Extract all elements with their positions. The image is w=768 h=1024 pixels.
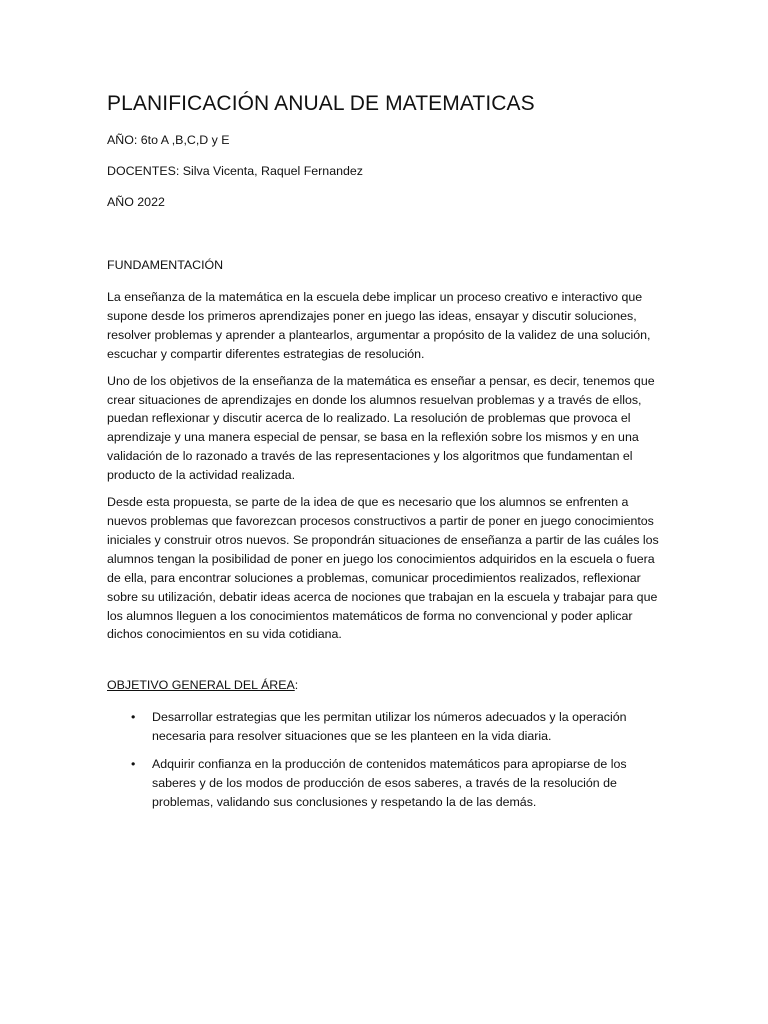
document-body — [107, 92, 667, 821]
objectives-list — [107, 708, 667, 812]
paragraph: Desde esta propuesta, se parte de la idea de que es necesario que los alumnos se enfrenten a nuevos problemas que favorezcan procesos constructivos a partir de poner en juego conocimientos iniciales y construir otros nuevos. Se propondrán situaciones de enseñanza a partir de las cuáles los alumnos tengan la posibilidad de poner en juego los conocimientos adquiridos en la escuela o fuera de ella, para encontrar soluciones a problemas, comunicar procedimientos realizados, reflexionar sobre su utilización, debatir ideas acerca de nociones que trabajan en la escuela y trabajar para que los alumnos lleguen a los conocimientos matemáticos de forma no convencional y poder aplicar dichos conocimientos en su vida cotidiana. — [107, 495, 659, 642]
section-heading-objetivo — [107, 678, 667, 693]
bullet-icon: • — [131, 710, 136, 725]
year-level: AÑO: 6to A ,B,C,D y E — [107, 133, 230, 147]
section-heading-objetivo-text: OBJETIVO GENERAL DEL ÁREA — [107, 678, 295, 693]
document-title: PLANIFICACIÓN ANUAL DE MATEMATICAS — [107, 92, 535, 115]
list-item — [107, 708, 667, 746]
paragraph: La enseñanza de la matemática en la escuela debe implicar un proceso creativo e interactivo que supone desde los primeros aprendizajes poner en juego las ideas, ensayar y discutir soluciones, resolver problemas y aprender a plantearlos, argumentar a propósito de la validez de una solución, escuchar y compartir diferentes estrategias de resolución. — [107, 290, 651, 361]
bullet-icon: • — [131, 757, 136, 772]
list-item — [107, 755, 667, 812]
section-heading-fundamentacion: FUNDAMENTACIÓN — [107, 258, 224, 272]
school-year: AÑO 2022 — [107, 195, 165, 209]
list-item-text: Adquirir confianza en la producción de contenidos matemáticos para apropiarse de los saberes y de los modos de producción de esos saberes, a través de la resolución de problemas, validando sus conclusiones y respetando la de las demás. — [152, 757, 627, 809]
paragraph: Uno de los objetivos de la enseñanza de la matemática es enseñar a pensar, es decir, tenemos que crear situaciones de aprendizajes en donde los alumnos resuelvan problemas y a través de ellos, puedan reflexionar y discutir acerca de lo realizado. La resolución de problemas que provoca el aprendizaje y una manera especial de pensar, se basa en la reflexión sobre los mismos y en una validación de lo razonado a través de las representaciones y los algoritmos que fundamentan el producto de la actividad realizada. — [107, 373, 655, 483]
section-heading-colon: : — [294, 678, 299, 693]
list-item-text: Desarrollar estrategias que les permitan utilizar los números adecuados y la operación necesaria para resolver situaciones que se les planteen en la vida diaria. — [152, 710, 627, 744]
teachers: DOCENTES: Silva Vicenta, Raquel Fernandez — [107, 164, 363, 178]
